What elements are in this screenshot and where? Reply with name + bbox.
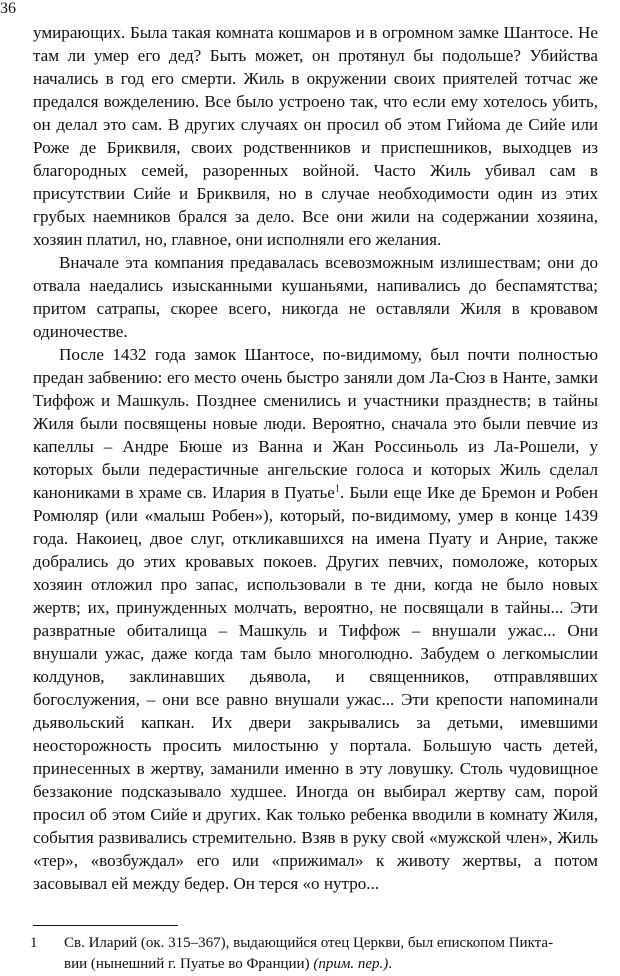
- footnote: [30, 933, 600, 975]
- body-text: [33, 21, 598, 895]
- paragraph-text: После 1432 года замок Шантосе, по-видимому, был почти полностью предан забвению: его место очень быстро заняли дом Ла-Сюз в Нанте, замки Тиффож и Машкуль. Позднее сменились и участники празднеств; в тайны Жиля были посвящены новые люди. Вероятно, сначала это были певчие из капеллы – Андре Бюше из Ванна и Жан Россиньоль из Ла-Рошели, у которых были педерастичные ангельские голоса и которых Жиль сделал канониками в храме св. Илария в Пуатье: [33, 345, 598, 502]
- paragraph: умирающих. Была такая комната кошмаров и в огромном замке Шантосе. Не там ли умер его дед? Быть может, он протянул бы подольше? Убийства начались в год его смерти. Жиль в окружении своих приятелей тотчас же предался вожделению. Все было устроено так, что если ему хотелось убить, он делал это сам. В других случаях он просил об этом Гийома де Сийе или Роже де Бриквиля, своих родственников и приспешников, выходцев из благородных семей, разоренных войной. Часто Жиль убивал сам в присутствии Сийе и Бриквиля, но в случае необходимости один из этих грубых наемников брался за дело. Все они жили на содержании хозяина, хозяин платил, но, главное, они исполняли его желания.: [33, 23, 598, 249]
- paragraph: [33, 343, 598, 895]
- paragraph-text: . Были еще Ике де Бремон и Робен Ромюляр (или «малыш Робен»), который, по-видимому, умер в конце 1439 года. Накоиец, двое слуг, откликавшихся на имена Пуату и Анрие, также добрались до этих кровавых покоев. Других певчих, помоложе, которых хозяин отложил про запас, использовали в те дни, когда не было новых жертв; их, принужденных молчать, вероятно, не посвящали в тайны... Эти развратные обиталища – Машкуль и Тиффож – внушали ужас... Они внушали ужас, даже когда там было многолюдно. Забудем о легкомыслии колдунов, заклинавших дьявола, и священников, отправлявших богослужения, – они все равно внушали ужас... Эти крепости напоминали дьявольский капкан. Их двери закрывались за детьми, имевшими неосторожность просить милостыню у портала. Большую часть детей, принесенных в жертву, заманили именно в эту ловушку. Столь чудовищное беззаконие подсказывало худшее. Иногда он выбирал жертву сам, порой просил об этом Сийе и других. Как только ребенка вводили в комнату Жиля, события развивались стремительно. Взяв в руку свой «мужской член», Жиль «тер», «возбуждал» его или «прижимал» к животу жертвы, а потом засовывал ей между бедер. Он терся «о нутро...: [33, 483, 599, 893]
- footnote-divider: [33, 925, 178, 926]
- footnote-reference[interactable]: 1: [334, 483, 340, 495]
- footnote-text: Св. Иларий (ок. 315–367), выдающийся отец Церкви, был епископом Пикта-: [64, 935, 554, 951]
- footnote-text-plain: вии (нынешний г. Пуатье во Франции): [64, 956, 314, 972]
- paragraph: Вначале эта компания предавалась всевозможным излишествам; они до отвала наедались изысканными кушаньями, напивались до беспамятства; притом сатрапы, скорее всего, никогда не оставляли Жиля в кровавом одиночестве.: [33, 253, 598, 341]
- footnote-text-end: .: [388, 956, 393, 972]
- footnote-number: 1: [30, 935, 38, 951]
- footnote-text-line2: [30, 954, 600, 975]
- page-number: 36: [0, 0, 16, 17]
- footnote-translator-note: (прим. пер.): [313, 956, 389, 972]
